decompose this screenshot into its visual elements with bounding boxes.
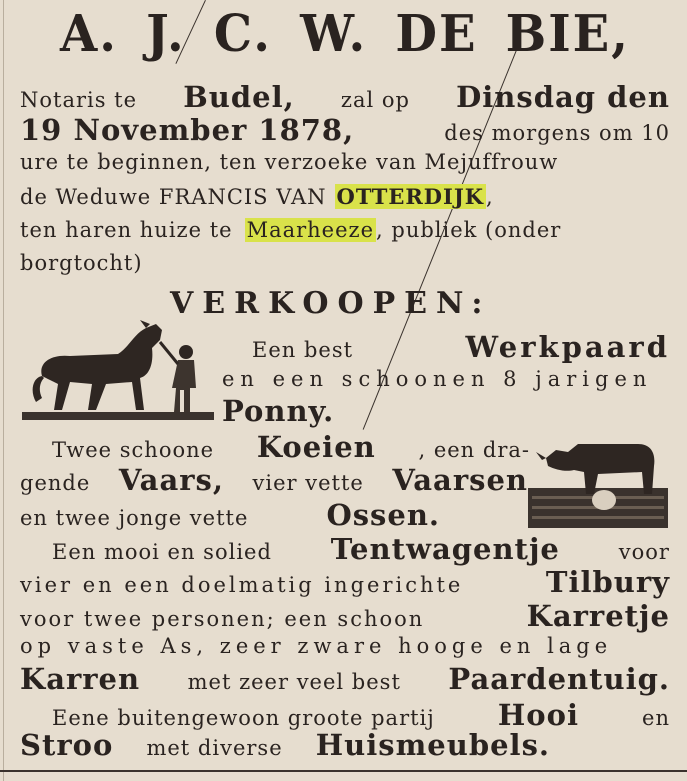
- item-heifer: Vaars,: [118, 463, 224, 497]
- horse-line-1: [252, 330, 670, 364]
- text: ,: [486, 185, 494, 209]
- text: borgtocht): [20, 251, 143, 275]
- intro-line-2: [20, 113, 670, 147]
- title-word: DE: [395, 4, 478, 64]
- notary-name-title: [60, 5, 630, 64]
- carriage-line-1: [52, 532, 670, 566]
- cow-line-2: [20, 463, 528, 497]
- text: zal op: [340, 88, 410, 112]
- sale-heading: VERKOOPEN:: [170, 286, 492, 321]
- text: en: [642, 706, 670, 730]
- horse-line-2: [222, 367, 670, 391]
- text: gende: [20, 471, 91, 495]
- item-tilbury: Tilbury: [545, 565, 670, 599]
- carriage-line-2: [20, 565, 670, 599]
- text: en een schoonen 8 jarigen: [222, 367, 653, 391]
- carriage-line-3: [20, 599, 670, 633]
- intro-line-5: [20, 218, 670, 242]
- item-tent-wagon: Tentwagentje: [330, 532, 560, 566]
- cow-icon: [528, 436, 670, 530]
- item-heifers: Vaarsen: [392, 463, 528, 497]
- highlighted-place: Maarheeze: [246, 218, 375, 242]
- text: vier vette: [252, 471, 364, 495]
- item-furniture: Huismeubels.: [315, 728, 550, 762]
- item-cows: Koeien: [256, 430, 376, 464]
- cow-line-3: [20, 498, 440, 532]
- intro-line-6: [20, 251, 670, 275]
- sale-date: 19 November 1878,: [20, 113, 355, 147]
- closing-line-2: [20, 728, 550, 762]
- highlighted-surname: OTTERDIJK: [336, 184, 485, 209]
- horse-icon: [22, 318, 222, 426]
- intro-line-4: [20, 184, 670, 209]
- intro-line-3: [20, 150, 670, 174]
- item-pony: Ponny.: [222, 394, 335, 428]
- cow-line-1: [52, 430, 530, 464]
- closing-line-1: [52, 698, 670, 732]
- text: Een best: [252, 338, 354, 362]
- title-word: BIE,: [505, 4, 630, 64]
- text: voor: [618, 540, 670, 564]
- text: , publiek (onder: [376, 218, 562, 242]
- carriage-line-5: [20, 662, 670, 696]
- title-word: A.: [60, 4, 118, 64]
- text: op vaste As, zeer zware hooge en lage: [20, 634, 613, 658]
- item-harness: Paardentuig.: [448, 662, 670, 696]
- text: Een mooi en solied: [52, 540, 272, 564]
- left-margin-rule: [3, 0, 4, 781]
- text: Notaris te: [20, 88, 138, 112]
- item-workhorse: Werkpaard: [465, 330, 670, 364]
- text: de Weduwe FRANCIS VAN: [20, 185, 327, 209]
- text: voor twee personen; een schoon: [20, 607, 425, 631]
- place-name: Budel,: [183, 80, 295, 114]
- intro-line-1: [20, 80, 670, 114]
- text: des morgens om 10: [444, 121, 670, 145]
- text: Twee schoone: [52, 438, 215, 462]
- text: vier en een doelmatig ingerichte: [20, 573, 464, 597]
- text: met diverse: [146, 736, 283, 760]
- item-carts: Karren: [20, 662, 141, 696]
- text: ure te beginnen, ten verzoeke van Mejuffrouw: [20, 150, 559, 174]
- text: Eene buitengewoon groote partij: [52, 706, 435, 730]
- text: , een dra-: [418, 438, 530, 462]
- title-word: W.: [300, 4, 368, 64]
- text: ten haren huize te: [20, 218, 233, 242]
- item-straw: Stroo: [20, 728, 114, 762]
- text: met zeer veel best: [187, 670, 401, 694]
- item-oxen: Ossen.: [326, 498, 440, 532]
- text: en twee jonge vette: [20, 506, 249, 530]
- title-word: C.: [213, 4, 272, 64]
- sale-day: Dinsdag den: [456, 80, 670, 114]
- horse-line-3: [222, 394, 670, 428]
- title-word: J.: [146, 4, 186, 64]
- carriage-line-4: [20, 634, 670, 658]
- bottom-rule: [0, 770, 687, 772]
- item-cart: Karretje: [526, 599, 670, 633]
- item-hay: Hooi: [497, 698, 579, 732]
